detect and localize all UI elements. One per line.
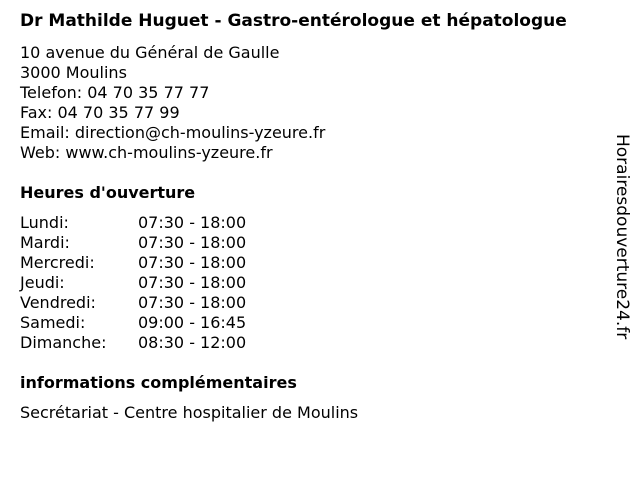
hours-row-thursday bbox=[20, 273, 590, 293]
opening-hours-heading: Heures d'ouverture bbox=[20, 183, 196, 202]
contact-block bbox=[20, 43, 590, 163]
practice-details bbox=[20, 11, 590, 423]
time-range: 07:30 - 18:00 bbox=[138, 233, 247, 252]
website-address: Web: www.ch-moulins-yzeure.fr bbox=[20, 143, 273, 162]
watermark-site-name: Horairesdouverture24.fr bbox=[612, 134, 632, 340]
hours-row-wednesday bbox=[20, 253, 590, 273]
time-range: 07:30 - 18:00 bbox=[138, 273, 247, 292]
city-postcode: 3000 Moulins bbox=[20, 63, 127, 82]
day-label: Mercredi: bbox=[20, 253, 95, 272]
phone-number: Telefon: 04 70 35 77 77 bbox=[20, 83, 210, 102]
time-range: 09:00 - 16:45 bbox=[138, 313, 247, 332]
day-label: Samedi: bbox=[20, 313, 86, 332]
email-address: Email: direction@ch-moulins-yzeure.fr bbox=[20, 123, 326, 142]
time-range: 07:30 - 18:00 bbox=[138, 213, 247, 232]
time-range: 07:30 - 18:00 bbox=[138, 293, 247, 312]
day-label: Mardi: bbox=[20, 233, 70, 252]
time-range: 07:30 - 18:00 bbox=[138, 253, 247, 272]
day-label: Lundi: bbox=[20, 213, 69, 232]
street-address: 10 avenue du Général de Gaulle bbox=[20, 43, 280, 62]
hours-row-tuesday bbox=[20, 233, 590, 253]
fax-number: Fax: 04 70 35 77 99 bbox=[20, 103, 180, 122]
additional-info-heading: informations complémentaires bbox=[20, 373, 297, 392]
time-range: 08:30 - 12:00 bbox=[138, 333, 247, 352]
day-label: Dimanche: bbox=[20, 333, 107, 352]
hours-row-saturday bbox=[20, 313, 590, 333]
opening-hours-table bbox=[20, 213, 590, 353]
day-label: Vendredi: bbox=[20, 293, 96, 312]
hours-row-friday bbox=[20, 293, 590, 313]
page-title: Dr Mathilde Huguet - Gastro-entérologue et hépatologue bbox=[20, 11, 567, 31]
hours-row-monday bbox=[20, 213, 590, 233]
additional-info-text: Secrétariat - Centre hospitalier de Moulins bbox=[20, 403, 359, 422]
hours-row-sunday bbox=[20, 333, 590, 353]
day-label: Jeudi: bbox=[20, 273, 65, 292]
